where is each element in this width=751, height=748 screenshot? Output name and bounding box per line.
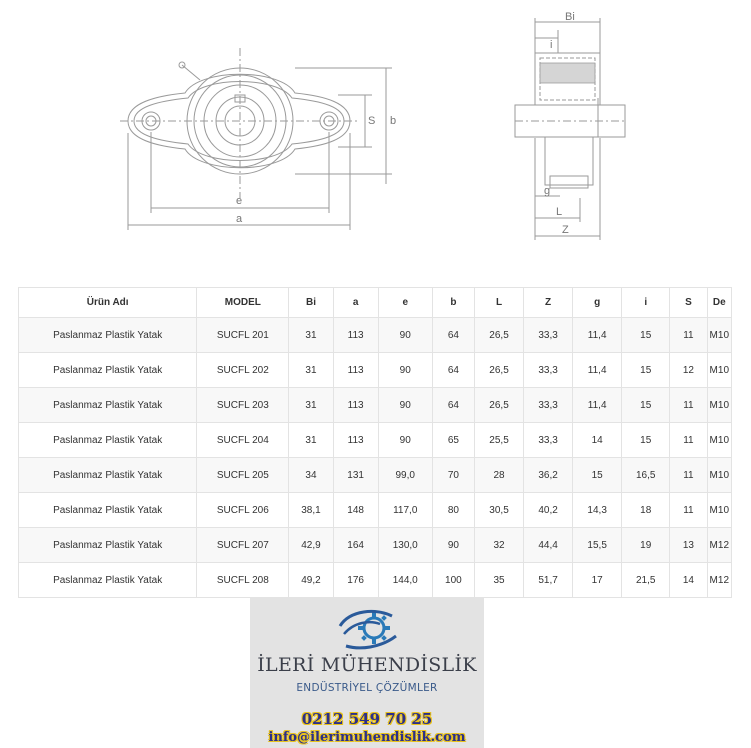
table-cell: 64 bbox=[432, 388, 474, 423]
table-cell: 49,2 bbox=[289, 563, 333, 598]
col-header-model: MODEL bbox=[197, 288, 289, 318]
table-cell: 13 bbox=[670, 528, 707, 563]
table-row bbox=[19, 493, 732, 528]
table-cell: 90 bbox=[378, 423, 432, 458]
table-cell: 90 bbox=[378, 353, 432, 388]
col-header-e: e bbox=[378, 288, 432, 318]
dim-label-z: Z bbox=[562, 224, 569, 236]
table-cell: 164 bbox=[333, 528, 378, 563]
table-row bbox=[19, 423, 732, 458]
col-header-z: Z bbox=[524, 288, 573, 318]
table-cell: 36,2 bbox=[524, 458, 573, 493]
table-row bbox=[19, 353, 732, 388]
table-cell: 21,5 bbox=[622, 563, 670, 598]
table-cell: 131 bbox=[333, 458, 378, 493]
table-cell: 11,4 bbox=[573, 388, 622, 423]
table-cell: SUCFL 201 bbox=[197, 318, 289, 353]
table-cell: SUCFL 207 bbox=[197, 528, 289, 563]
dim-label-i: i bbox=[550, 39, 553, 51]
table-cell: 33,3 bbox=[524, 388, 573, 423]
dim-label-g: g bbox=[544, 185, 551, 197]
brand-name: İLERİ MÜHENDİSLİK bbox=[257, 654, 477, 676]
dim-label-s: S bbox=[368, 115, 376, 127]
table-cell: 33,3 bbox=[524, 318, 573, 353]
col-header-s: S bbox=[670, 288, 707, 318]
dim-label-l: L bbox=[556, 206, 563, 218]
table-cell: 33,3 bbox=[524, 353, 573, 388]
table-cell: 15 bbox=[622, 318, 670, 353]
company-logo-card bbox=[250, 598, 484, 748]
table-cell: SUCFL 208 bbox=[197, 563, 289, 598]
table-cell: 90 bbox=[432, 528, 474, 563]
bearing-drawing-svg bbox=[110, 8, 630, 248]
contact-email: info@ilerimuhendislik.com bbox=[268, 730, 466, 745]
table-cell: 30,5 bbox=[475, 493, 524, 528]
table-cell: 33,3 bbox=[524, 423, 573, 458]
col-header-b: b bbox=[432, 288, 474, 318]
table-cell: 26,5 bbox=[475, 318, 524, 353]
table-cell: 31 bbox=[289, 353, 333, 388]
table-cell: Paslanmaz Plastik Yatak bbox=[19, 318, 197, 353]
table-cell: 144,0 bbox=[378, 563, 432, 598]
table-cell: 113 bbox=[333, 388, 378, 423]
gear-logo-icon bbox=[336, 606, 400, 652]
dim-label-bi: Bi bbox=[565, 11, 575, 23]
table-cell: 113 bbox=[333, 353, 378, 388]
table-cell: 12 bbox=[670, 353, 707, 388]
table-cell: 15 bbox=[622, 388, 670, 423]
table-cell: 80 bbox=[432, 493, 474, 528]
table-cell: 31 bbox=[289, 388, 333, 423]
table-header-row bbox=[19, 288, 732, 318]
col-header-product: Ürün Adı bbox=[19, 288, 197, 318]
table-cell: 26,5 bbox=[475, 353, 524, 388]
table-cell: M12 bbox=[707, 563, 731, 598]
table-cell: 113 bbox=[333, 318, 378, 353]
table-row bbox=[19, 388, 732, 423]
table-cell: 11 bbox=[670, 423, 707, 458]
table-cell: 40,2 bbox=[524, 493, 573, 528]
table-cell: 117,0 bbox=[378, 493, 432, 528]
table-cell: 11 bbox=[670, 318, 707, 353]
table-cell: M10 bbox=[707, 388, 731, 423]
col-header-i: i bbox=[622, 288, 670, 318]
table-cell: SUCFL 204 bbox=[197, 423, 289, 458]
table-cell: 34 bbox=[289, 458, 333, 493]
table-cell: M10 bbox=[707, 493, 731, 528]
table-cell: 113 bbox=[333, 423, 378, 458]
table-cell: M10 bbox=[707, 353, 731, 388]
table-cell: 64 bbox=[432, 318, 474, 353]
table-cell: 31 bbox=[289, 423, 333, 458]
table-cell: SUCFL 203 bbox=[197, 388, 289, 423]
table-cell: 90 bbox=[378, 388, 432, 423]
table-cell: 70 bbox=[432, 458, 474, 493]
table-cell: Paslanmaz Plastik Yatak bbox=[19, 353, 197, 388]
table-cell: 100 bbox=[432, 563, 474, 598]
table-cell: 15 bbox=[622, 423, 670, 458]
table-row bbox=[19, 318, 732, 353]
table-cell: 64 bbox=[432, 353, 474, 388]
col-header-bi: Bi bbox=[289, 288, 333, 318]
table-cell: 28 bbox=[475, 458, 524, 493]
table-cell: Paslanmaz Plastik Yatak bbox=[19, 388, 197, 423]
technical-drawing bbox=[110, 8, 630, 248]
table-cell: 32 bbox=[475, 528, 524, 563]
table-cell: 19 bbox=[622, 528, 670, 563]
table-cell: M10 bbox=[707, 458, 731, 493]
table-cell: Paslanmaz Plastik Yatak bbox=[19, 423, 197, 458]
table-cell: 176 bbox=[333, 563, 378, 598]
table-cell: 44,4 bbox=[524, 528, 573, 563]
table-row bbox=[19, 458, 732, 493]
table-cell: Paslanmaz Plastik Yatak bbox=[19, 458, 197, 493]
dim-label-e: e bbox=[236, 195, 243, 207]
table-cell: 65 bbox=[432, 423, 474, 458]
col-header-l: L bbox=[475, 288, 524, 318]
table-row bbox=[19, 563, 732, 598]
table-cell: 11,4 bbox=[573, 353, 622, 388]
table-cell: M12 bbox=[707, 528, 731, 563]
col-header-a: a bbox=[333, 288, 378, 318]
table-cell: 42,9 bbox=[289, 528, 333, 563]
table-cell: 99,0 bbox=[378, 458, 432, 493]
col-header-g: g bbox=[573, 288, 622, 318]
table-cell: 38,1 bbox=[289, 493, 333, 528]
table-cell: Paslanmaz Plastik Yatak bbox=[19, 528, 197, 563]
table-cell: 16,5 bbox=[622, 458, 670, 493]
table-cell: 25,5 bbox=[475, 423, 524, 458]
table-cell: 35 bbox=[475, 563, 524, 598]
table-cell: 130,0 bbox=[378, 528, 432, 563]
table-cell: 15,5 bbox=[573, 528, 622, 563]
table-cell: 14,3 bbox=[573, 493, 622, 528]
table-row bbox=[19, 528, 732, 563]
table-cell: 90 bbox=[378, 318, 432, 353]
table-cell: 31 bbox=[289, 318, 333, 353]
table-cell: 15 bbox=[573, 458, 622, 493]
table-cell: 14 bbox=[573, 423, 622, 458]
table-cell: SUCFL 205 bbox=[197, 458, 289, 493]
table-cell: 11 bbox=[670, 493, 707, 528]
table-cell: SUCFL 206 bbox=[197, 493, 289, 528]
table-cell: Paslanmaz Plastik Yatak bbox=[19, 563, 197, 598]
dim-label-b: b bbox=[390, 115, 397, 127]
table-cell: 18 bbox=[622, 493, 670, 528]
table-cell: Paslanmaz Plastik Yatak bbox=[19, 493, 197, 528]
table-cell: 51,7 bbox=[524, 563, 573, 598]
table-cell: M10 bbox=[707, 318, 731, 353]
table-cell: 26,5 bbox=[475, 388, 524, 423]
table-cell: 17 bbox=[573, 563, 622, 598]
table-cell: 11,4 bbox=[573, 318, 622, 353]
table-cell: 15 bbox=[622, 353, 670, 388]
table-cell: 11 bbox=[670, 458, 707, 493]
table-cell: 148 bbox=[333, 493, 378, 528]
spec-table bbox=[18, 287, 732, 598]
table-cell: 14 bbox=[670, 563, 707, 598]
col-header-de: De bbox=[707, 288, 731, 318]
dim-label-a: a bbox=[236, 213, 243, 225]
contact-phone: 0212 549 70 25 bbox=[301, 710, 433, 728]
table-cell: M10 bbox=[707, 423, 731, 458]
table-cell: SUCFL 202 bbox=[197, 353, 289, 388]
brand-tagline: ENDÜSTRİYEL ÇÖZÜMLER bbox=[296, 682, 438, 694]
table-cell: 11 bbox=[670, 388, 707, 423]
